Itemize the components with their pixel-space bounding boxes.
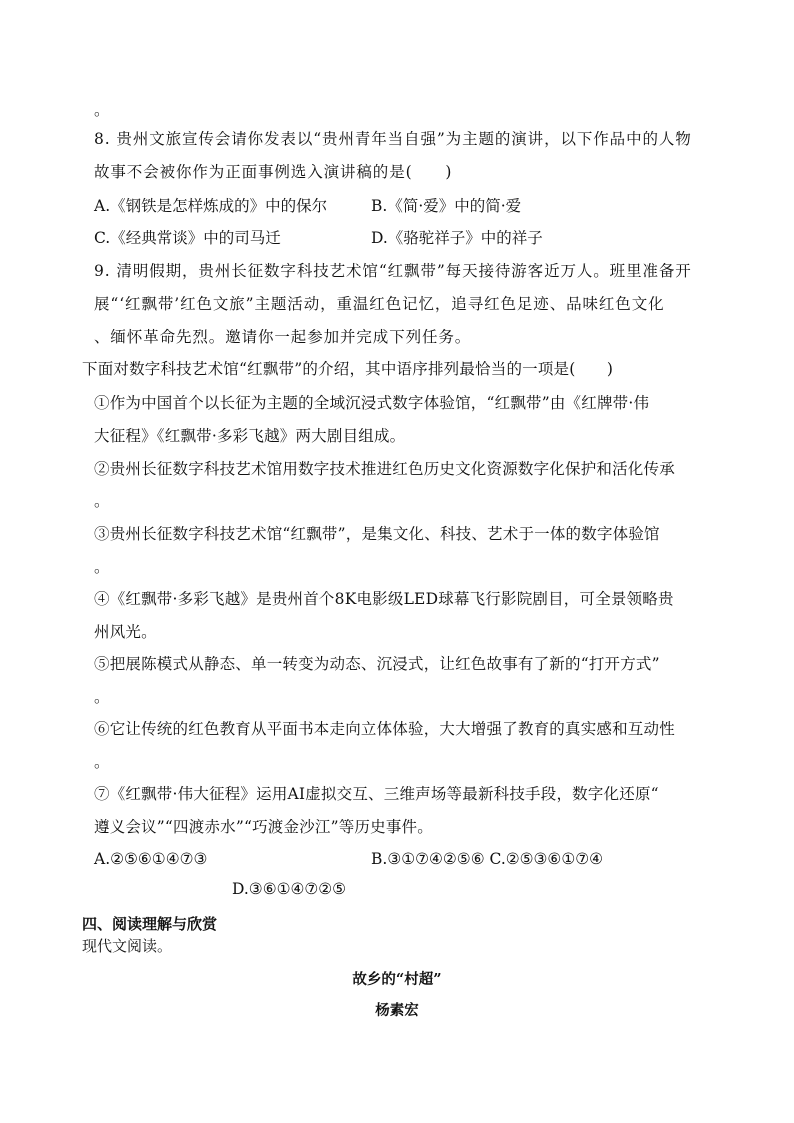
question-8-stem-line2: 故事不会被你作为正面事例选入演讲稿的是( ) [94, 163, 453, 181]
sentence-5-line2: 。 [94, 688, 110, 706]
sentence-7-line2: 遵义会议”“四渡赤水”“巧渡金沙江”等历史事件。 [94, 818, 433, 836]
article-title: 故乡的“村超” [352, 971, 442, 988]
sentence-2-line2: 。 [94, 492, 110, 510]
sentence-5-line1: ⑤把展陈模式从静态、单一转变为动态、沉浸式，让红色故事有了新的“打开方式” [94, 655, 660, 673]
question-9-option-d: D.③⑥①④⑦②⑤ [232, 880, 347, 898]
sentence-1-line1: ①作为中国首个以长征为主题的全域沉浸式数字体验馆，“红飘带”由《红牌带·伟 [94, 394, 650, 412]
question-8-option-c: C.《经典常谈》中的司马迁 [94, 229, 281, 247]
question-8-option-a: A.《钢铁是怎样炼成的》中的保尔 [94, 197, 328, 215]
sentence-6-line1: ⑥它让传统的红色教育从平面书本走向立体体验，大大增强了教育的真实感和互动性 [94, 720, 675, 738]
question-9-option-b-c: B.③①⑦④②⑤⑥ C.②⑤③⑥①⑦④ [371, 850, 604, 868]
sentence-3-line2: 。 [94, 558, 110, 576]
article-author: 杨素宏 [375, 1002, 419, 1019]
sentence-6-line2: 。 [94, 753, 110, 771]
section-subheading: 现代文阅读。 [82, 937, 173, 955]
question-9-option-a: A.②⑤⑥①④⑦③ [94, 850, 208, 868]
question-8-option-d: D.《骆驼祥子》中的祥子 [371, 229, 543, 247]
sentence-2-line1: ②贵州长征数字科技艺术馆用数字技术推进红色历史文化资源数字化保护和活化传承 [94, 460, 675, 478]
question-9-intro-line1: 9. 清明假期，贵州长征数字科技艺术馆“红飘带”每天接待游客近万人。班里准备开 [94, 262, 692, 280]
question-8-stem-line1: 8. 贵州文旅宣传会请你发表以“贵州青年当自强”为主题的演讲，以下作品中的人物 [94, 130, 692, 148]
sentence-4-line2: 州风光。 [94, 623, 157, 641]
question-9-prompt: 下面对数字科技艺术馆“红飘带”的介绍，其中语序排列最恰当的一项是( ) [82, 360, 614, 378]
section-heading: 四、阅读理解与欣赏 [82, 915, 218, 933]
question-9-intro-line2: 展“‘红飘带’红色文旅”主题活动，重温红色记忆，追寻红色足迹、品味红色文化 [94, 295, 665, 313]
sentence-7-line1: ⑦《红飘带·伟大征程》运用AI虚拟交互、三维声场等最新科技手段，数字化还原“ [94, 785, 659, 803]
trailing-period: 。 [94, 101, 110, 119]
question-8-option-b: B.《简·爱》中的简·爱 [371, 197, 522, 215]
sentence-1-line2: 大征程》《红飘带·多彩飞越》两大剧目组成。 [94, 427, 406, 445]
sentence-4-line1: ④《红飘带·多彩飞越》是贵州首个8K电影级LED球幕飞行影院剧目，可全景领略贵 [94, 590, 674, 608]
sentence-3-line1: ③贵州长征数字科技艺术馆“红飘带”，是集文化、科技、艺术于一体的数字体验馆 [94, 525, 660, 543]
question-9-intro-line3: 、缅怀革命先烈。邀请你一起参加并完成下列任务。 [94, 328, 472, 346]
